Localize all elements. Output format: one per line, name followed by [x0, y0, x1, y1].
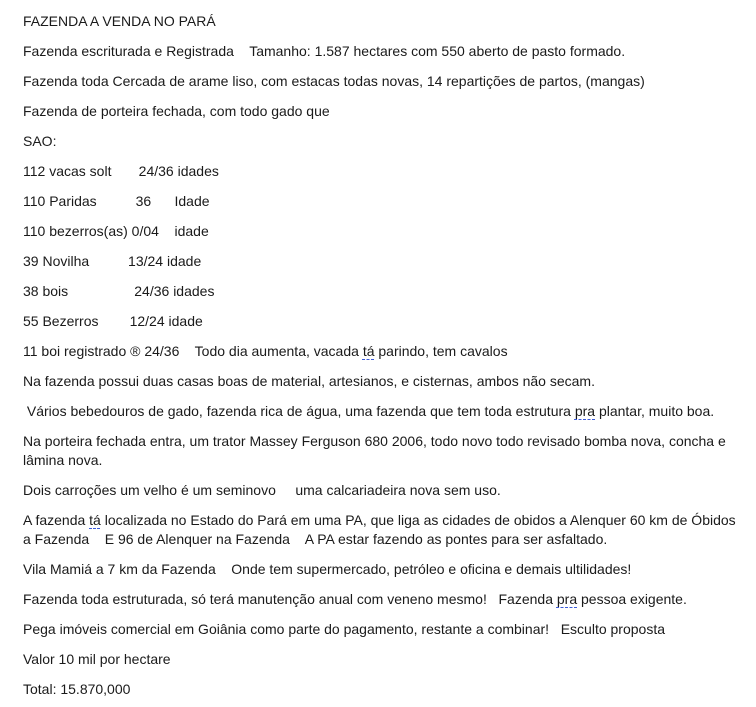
text-run: plantar, muito boa. [595, 403, 715, 419]
paragraph-registration: Fazenda escriturada e Registrada Tamanho: 1.587 hectares com 550 aberto de pasto formado. [23, 43, 626, 59]
cattle-line-vacas: 112 vacas solt 24/36 idades [23, 163, 219, 179]
text-run: pessoa exigente. [577, 591, 687, 607]
paragraph-carrocoes: Dois carroções um velho é um seminovo uma calcariadeira nova sem uso. [23, 482, 501, 498]
paragraph-trator: Na porteira fechada entra, um trator Massey Ferguson 680 2006, todo novo todo revisado bomba nova, concha e lâmina nova. [23, 433, 730, 468]
paragraph-boi-registrado [23, 342, 738, 361]
cattle-line-novilha: 39 Novilha 13/24 idade [23, 253, 202, 269]
paragraph-bebedouros [23, 402, 738, 421]
spellcheck-word[interactable]: tá [362, 343, 375, 359]
cattle-line-bezerros: 55 Bezerros 12/24 idade [23, 313, 203, 329]
text-run: parindo, tem cavalos [374, 343, 508, 359]
text-run: localizada no Estado do Pará em uma PA, que liga as cidades de obidos a Alenquer 60 km de Óbidos a Fazenda E 96 de Alenquer na Fazenda A PA estar fazendo as pontes para ser asfaltado. [23, 512, 740, 547]
paragraph-porteira: Fazenda de porteira fechada, com todo gado que [23, 103, 330, 119]
text-run: Vários bebedouros de gado, fazenda rica de água, uma fazenda que tem toda estrutura [23, 403, 575, 419]
cattle-line-bois: 38 bois 24/36 idades [23, 283, 215, 299]
paragraph-valor: Valor 10 mil por hectare [23, 651, 171, 667]
spellcheck-word[interactable]: tá [89, 512, 101, 528]
paragraph-casas: Na fazenda possui duas casas boas de material, artesianos, e cisternas, ambos não secam. [23, 373, 595, 389]
spellcheck-word[interactable]: pra [556, 591, 578, 607]
document-title: FAZENDA A VENDA NO PARÁ [23, 13, 216, 29]
text-run: Fazenda toda estruturada, só terá manutenção anual com veneno mesmo! Fazenda [23, 591, 557, 607]
text-run: A fazenda [23, 512, 90, 528]
paragraph-total: Total: 15.870,000 [23, 681, 131, 697]
paragraph-fencing: Fazenda toda Cercada de arame liso, com estacas todas novas, 14 repartições de partos, (mangas) [23, 73, 645, 89]
paragraph-vila: Vila Mamiá a 7 km da Fazenda Onde tem supermercado, petróleo e oficina e demais ultilidades! [23, 561, 632, 577]
cattle-line-bezerros-as: 110 bezerros(as) 0/04 idade [23, 223, 209, 239]
paragraph-sao: SAO: [23, 133, 57, 149]
paragraph-pagamento: Pega imóveis comercial em Goiânia como parte do pagamento, restante a combinar! Esculto proposta [23, 621, 665, 637]
paragraph-estruturada [23, 590, 738, 609]
cattle-line-paridas: 110 Paridas 36 Idade [23, 193, 210, 209]
paragraph-localizacao [23, 511, 738, 549]
spellcheck-word[interactable]: pra [574, 403, 596, 419]
text-run: 11 boi registrado ® 24/36 Todo dia aumenta, vacada [23, 343, 363, 359]
